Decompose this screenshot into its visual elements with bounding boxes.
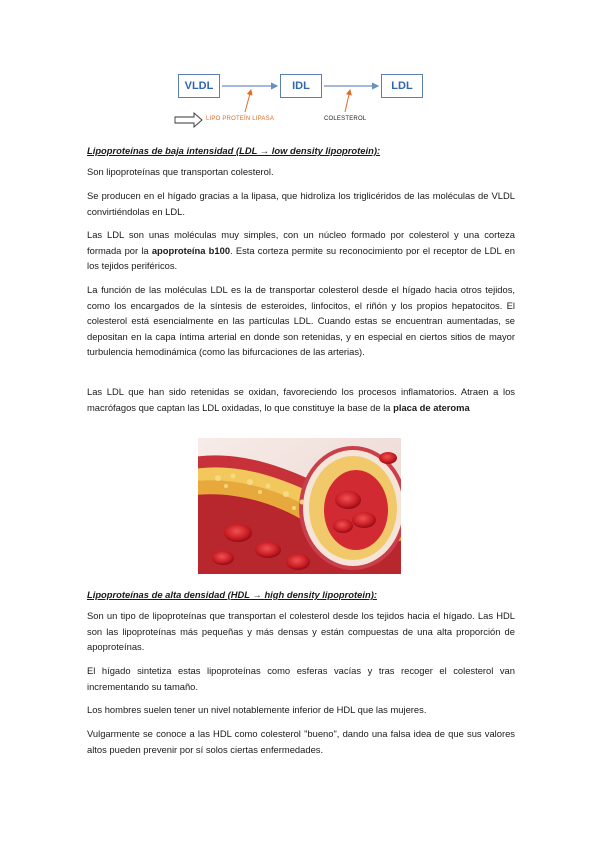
outline-arrow-icon (175, 113, 202, 127)
ldl-heading: Lipoproteínas de baja intensidad (LDL → low density lipoprotein): (87, 145, 381, 156)
hdl-paragraph-3: Los hombres suelen tener un nivel notablemente inferior de HDL que las mujeres. (87, 704, 427, 715)
ldl-box: LDL (381, 74, 423, 98)
hdl-paragraph-4: Vulgarmente se conoce a las HDL como colesterol "bueno", dando una falsa idea de que sus valores altos pueden prevenir por sí solos ciertas enfermedades. (87, 728, 515, 755)
placa-ateroma: placa de ateroma (393, 401, 470, 413)
ldl-paragraph-5 (87, 384, 515, 415)
ldl-paragraph-4: La función de las moléculas LDL es la de transportar colesterol desde el hígado hacia otros tejidos, como los encargados de la síntesis de esteroides, linfocitos, el riñón y los propios hepatocitos. El colesterol está esencialmente en las partículas LDL. Cuando estas se encuentran aumentadas, se depositan en la capa íntima arterial en donde son retenidas, y en especial en ciertos sitios de mayor turbulencia hemodinámica (como las bifurcaciones de las arterias). (87, 284, 515, 358)
hdl-paragraph-1: Son un tipo de lipoproteínas que transportan el colesterol desde los tejidos hacia el hígado. Las HDL son las lipoproteínas más pequeñas y más densas y están compuestas de una alta proporción de apoproteínas. (87, 610, 515, 653)
apoprotein-b100: apoproteína b100 (151, 244, 231, 256)
hdl-paragraph-2: El hígado sintetiza estas lipoproteínas como esferas vacías y tras recoger el colesterol van incrementando su tamaño. (87, 665, 515, 692)
idl-box: IDL (280, 74, 322, 98)
artery-plaque-illustration (198, 438, 401, 574)
ldl-paragraph-1: Son lipoproteínas que transportan colesterol. (87, 166, 274, 177)
enzyme-label: LIPO PROTEÍN LIPASA (206, 116, 275, 122)
vldl-box: VLDL (178, 74, 220, 98)
arrow-cholesterol (345, 90, 350, 112)
ldl-paragraph-3 (87, 227, 515, 274)
cholesterol-label: COLESTEROL (324, 116, 367, 122)
ldl-p5-start: Las LDL que han sido retenidas se oxidan, favoreciendo los procesos inflamatorios. Atraen a los macrófagos que captan las LDL oxidadas, lo que constituye la base de la (87, 386, 515, 413)
hdl-heading: Lipoproteínas de alta densidad (HDL → high density lipoprotein): (87, 589, 377, 600)
ldl-paragraph-2: Se producen en el hígado gracias a la lipasa, que hidroliza los triglicéridos de las moléculas de VLDL convirtiéndolas en LDL. (87, 190, 515, 217)
ldl-p3-start: Las LDL son unas moléculas muy simples, con un núcleo formado por colesterol y una corteza formada por la (87, 229, 515, 256)
arrow-enzyme (245, 90, 251, 112)
lipoprotein-conversion-diagram (170, 68, 440, 130)
artery-icon (198, 438, 401, 574)
ldl-p3-end: . Esta corteza permite su reconocimiento por el receptor de LDL en los tejidos periféricos. (87, 244, 515, 272)
